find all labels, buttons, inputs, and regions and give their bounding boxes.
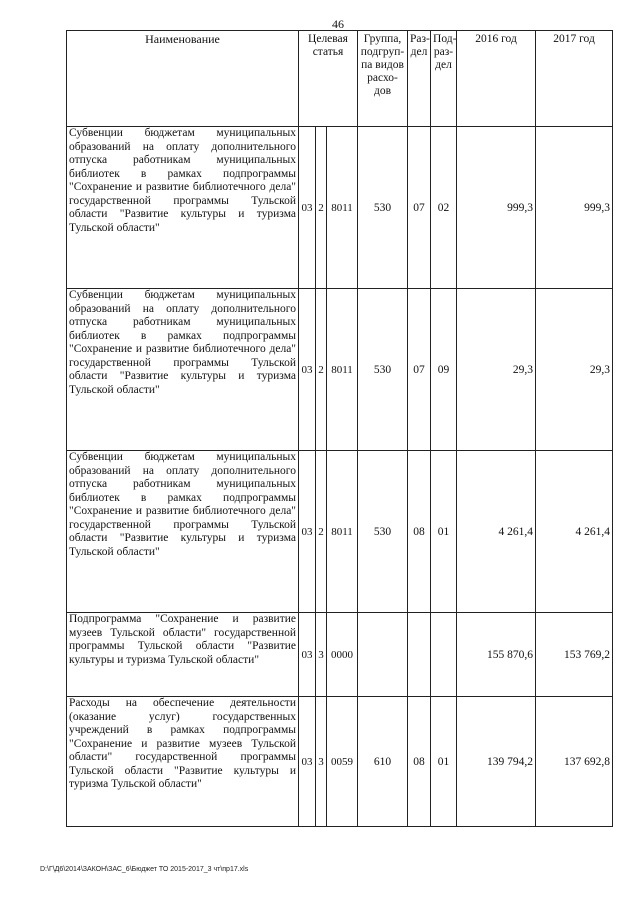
row-name: Расходы на обеспечение деятельности (оказание услуг) государственных учреждений в рамках подпрограммы "Сохранение и развитие музеев Тульской области" государственной программы Тульской области "Развитие культуры и туризма Тульской области" bbox=[67, 697, 299, 827]
table-row bbox=[67, 127, 613, 289]
amount-2017: 4 261,4 bbox=[536, 451, 613, 613]
header-2016: 2016 год bbox=[457, 31, 536, 127]
target-direction-code: 0059 bbox=[327, 697, 358, 827]
amount-2016: 139 794,2 bbox=[457, 697, 536, 827]
table-row bbox=[67, 451, 613, 613]
amount-2016: 4 261,4 bbox=[457, 451, 536, 613]
header-name: Наименование bbox=[67, 31, 299, 127]
subsection-code: 01 bbox=[431, 697, 457, 827]
target-program-code: 03 bbox=[299, 451, 316, 613]
section-code: 07 bbox=[408, 127, 431, 289]
section-code bbox=[408, 613, 431, 697]
amount-2016: 29,3 bbox=[457, 289, 536, 451]
expense-group-code: 530 bbox=[358, 289, 408, 451]
header-section: Раз-дел bbox=[408, 31, 431, 127]
table-row bbox=[67, 613, 613, 697]
section-code: 07 bbox=[408, 289, 431, 451]
target-program-code: 03 bbox=[299, 289, 316, 451]
expense-group-code bbox=[358, 613, 408, 697]
amount-2017: 29,3 bbox=[536, 289, 613, 451]
page-number: 46 bbox=[332, 17, 344, 31]
target-direction-code: 8011 bbox=[327, 289, 358, 451]
target-direction-code: 0000 bbox=[327, 613, 358, 697]
header-row bbox=[67, 31, 613, 127]
expense-group-code: 530 bbox=[358, 451, 408, 613]
amount-2017: 999,3 bbox=[536, 127, 613, 289]
subsection-code: 01 bbox=[431, 451, 457, 613]
target-subprogram-code: 2 bbox=[316, 289, 327, 451]
file-path-footer: D:\Г\Д6\2014\ЗАКОН\ЗАС_6\Бюджет ТО 2015-2017_3 чт\пр17.xls bbox=[40, 866, 249, 873]
budget-table bbox=[66, 30, 613, 827]
target-subprogram-code: 3 bbox=[316, 613, 327, 697]
target-program-code: 03 bbox=[299, 127, 316, 289]
section-code: 08 bbox=[408, 451, 431, 613]
header-target-article: Целевая статья bbox=[299, 31, 358, 127]
row-name: Подпрограмма "Сохранение и развитие музеев Тульской области" государственной программы Тульской области "Развитие культуры и туризма Тульской области" bbox=[67, 613, 299, 697]
target-subprogram-code: 3 bbox=[316, 697, 327, 827]
row-name: Субвенции бюджетам муниципальных образований на оплату дополнительного отпуска работникам муниципальных библиотек в рамках подпрограммы "Сохранение и развитие библиотечного дела" государственной программы Тульской области "Развитие культуры и туризма Тульской области" bbox=[67, 289, 299, 451]
target-direction-code: 8011 bbox=[327, 451, 358, 613]
target-program-code: 03 bbox=[299, 613, 316, 697]
header-2017: 2017 год bbox=[536, 31, 613, 127]
expense-group-code: 530 bbox=[358, 127, 408, 289]
subsection-code bbox=[431, 613, 457, 697]
table-row bbox=[67, 289, 613, 451]
subsection-code: 09 bbox=[431, 289, 457, 451]
section-code: 08 bbox=[408, 697, 431, 827]
target-direction-code: 8011 bbox=[327, 127, 358, 289]
header-expense-group: Группа, подгруп-па видов расхо-дов bbox=[358, 31, 408, 127]
amount-2016: 999,3 bbox=[457, 127, 536, 289]
target-subprogram-code: 2 bbox=[316, 451, 327, 613]
amount-2016: 155 870,6 bbox=[457, 613, 536, 697]
amount-2017: 137 692,8 bbox=[536, 697, 613, 827]
amount-2017: 153 769,2 bbox=[536, 613, 613, 697]
row-name: Субвенции бюджетам муниципальных образований на оплату дополнительного отпуска работникам муниципальных библиотек в рамках подпрограммы "Сохранение и развитие библиотечного дела" государственной программы Тульской области "Развитие культуры и туризма Тульской области" bbox=[67, 451, 299, 613]
target-program-code: 03 bbox=[299, 697, 316, 827]
subsection-code: 02 bbox=[431, 127, 457, 289]
table-row bbox=[67, 697, 613, 827]
target-subprogram-code: 2 bbox=[316, 127, 327, 289]
header-subsection: Под-раз-дел bbox=[431, 31, 457, 127]
expense-group-code: 610 bbox=[358, 697, 408, 827]
row-name: Субвенции бюджетам муниципальных образований на оплату дополнительного отпуска работникам муниципальных библиотек в рамках подпрограммы "Сохранение и развитие библиотечного дела" государственной программы Тульской области "Развитие культуры и туризма Тульской области" bbox=[67, 127, 299, 289]
